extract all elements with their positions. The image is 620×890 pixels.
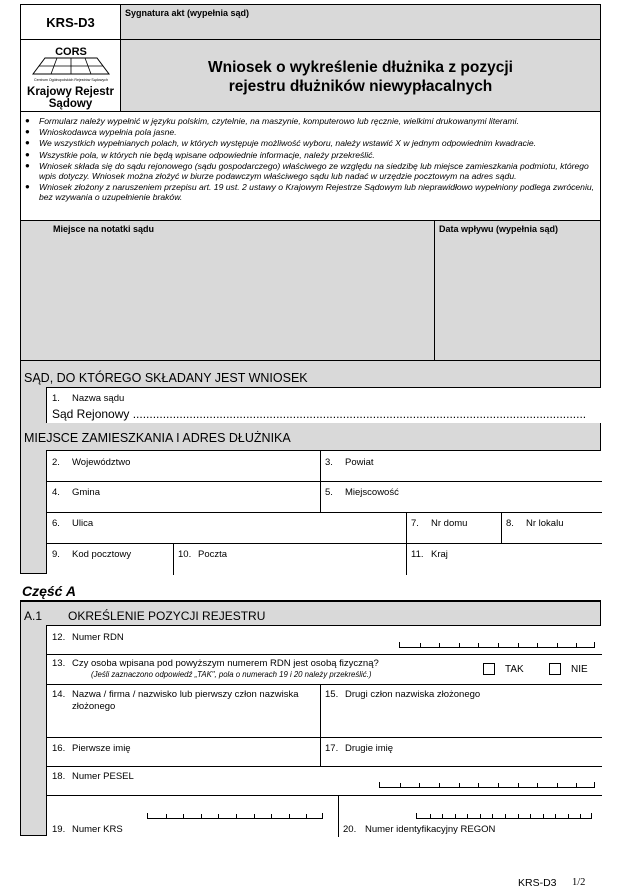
court-name-field[interactable]: 1. Nazwa sądu Sąd Rejonowy ........................................................................................................................................ — [46, 387, 601, 423]
krs-number-field[interactable]: 19. Numer KRS — [47, 795, 338, 837]
instructions-box — [20, 111, 601, 221]
instruction-item: ● Wnioskodawca wypełnia pola jasne. — [21, 127, 600, 137]
instruction-item: ● Wniosek złożony z naruszeniem przepisu art. 19 ust. 2 ustawy o Krajowym Rejestrze Sądowym lub nieprawidłowo wypełniony podlega zwróceniu, bez wzywania o uzupełnienie braków. — [21, 182, 600, 202]
locality-field[interactable]: 5. Miejscowość — [325, 487, 399, 498]
pesel-digit-boxes — [379, 782, 595, 788]
footer-page-number: 1/2 — [572, 877, 586, 888]
yes-checkbox[interactable] — [483, 663, 495, 675]
second-name-field[interactable]: 17. Drugie imię — [325, 743, 394, 754]
receipt-date-label: Data wpływu (wypełnia sąd) — [439, 224, 559, 234]
no-label: NIE — [571, 664, 588, 675]
county-field[interactable]: 3. Powiat — [325, 457, 374, 468]
section-a1-title: OKREŚLENIE POZYCJI REJESTRU — [68, 609, 266, 623]
address-fields-grid — [46, 450, 601, 574]
footer-form-code: KRS-D3 — [518, 877, 557, 889]
regon-number-field[interactable]: 20. Numer identyfikacyjny REGON — [338, 795, 602, 837]
court-section-heading: SĄD, DO KTÓREGO SKŁADANY JEST WNIOSEK — [24, 371, 308, 385]
court-name-value: Sąd Rejonowy ........................................................................................................................................ — [52, 407, 587, 421]
title-cell — [120, 39, 601, 112]
form-code: KRS-D3 — [46, 14, 95, 30]
cors-logo-icon — [29, 44, 113, 84]
surname-second-part-field[interactable]: 15. Drugi człon nazwiska złożonego — [325, 689, 481, 700]
receipt-date-area — [434, 220, 601, 361]
commune-field[interactable]: 4. Gmina — [52, 487, 100, 498]
street-field[interactable]: 6. Ulica — [52, 518, 94, 529]
krs-digit-boxes — [147, 813, 323, 819]
instruction-item: ● Wniosek składa się do sądu rejonowego (sądu gospodarczego) właściwego ze względu na siedzibę lub miejsce zamieszkania podmiotu, którego wpis dotyczy. Wniosek można złożyć w biurze podawczym właściwego sądu lub nadać w urzędzie pocztowym na adres sądu. — [21, 161, 600, 181]
rdn-number-field[interactable]: 12. Numer RDN — [47, 626, 602, 654]
registry-name: Krajowy Rejestr Sądowy — [27, 86, 114, 110]
post-office-field[interactable]: 10. Poczta — [178, 549, 228, 560]
country-field[interactable]: 11. Kraj — [411, 549, 448, 560]
postal-code-field[interactable]: 9. Kod pocztowy — [52, 549, 132, 560]
logo-subtext: Centrum Ogólnopolskich Rejestrów Sądowych — [34, 78, 108, 82]
no-checkbox[interactable] — [549, 663, 561, 675]
court-notes-area — [20, 220, 435, 361]
instruction-item: ● Formularz należy wypełnić w języku polskim, czytelnie, na maszynie, komputerowo lub ręcznie, wielkimi drukowanymi literami. — [21, 116, 600, 126]
section-a1-number: A.1 — [24, 609, 43, 623]
address-section-heading: MIEJSCE ZAMIESZKANIA I ADRES DŁUŻNIKA — [24, 431, 291, 445]
instructions-list — [21, 116, 600, 203]
case-signature-cell — [120, 4, 601, 40]
pesel-field[interactable]: 18. Numer PESEL — [47, 766, 602, 795]
part-a-fields-grid — [46, 625, 601, 836]
regon-digit-boxes — [416, 813, 592, 819]
case-signature-label: Sygnatura akt (wypełnia sąd) — [125, 8, 250, 18]
house-number-field[interactable]: 7. Nr domu — [411, 518, 468, 529]
natural-person-hint: (Jeśli zaznaczono odpowiedź „TAK", pola o numerach 19 i 20 należy przekreślić.) — [91, 670, 372, 679]
logo-text: CORS — [55, 46, 87, 58]
part-a-heading: Część A — [22, 583, 76, 599]
instruction-item: ● We wszystkich wypełnianych polach, w których występuje możliwość wyboru, należy wstawić X w jednym odpowiednim kwadracie. — [21, 138, 600, 148]
rdn-digit-boxes — [399, 642, 595, 648]
apartment-number-field[interactable]: 8. Nr lokalu — [506, 518, 564, 529]
court-notes-label: Miejsce na notatki sądu — [53, 224, 155, 234]
natural-person-question: 13. Czy osoba wpisana pod powyższym numerem RDN jest osobą fizyczną? (Jeśli zaznaczono odpowiedź „TAK", pola o numerach 19 i 20 należy przekreślić.) TAK NIE — [52, 658, 588, 679]
instruction-item: ● Wszystkie pola, w których nie będą wpisane odpowiednie informacje, należy przekreślić. — [21, 150, 600, 160]
first-name-field[interactable]: 16. Pierwsze imię — [52, 743, 131, 754]
header-form-code-cell — [20, 4, 121, 40]
surname-first-part-field[interactable]: 14. Nazwa / firma / nazwisko lub pierwszy człon nazwiska złożonego — [52, 689, 299, 712]
form-title: Wniosek o wykreślenie dłużnika z pozycji rejestru dłużników niewypłacalnych — [208, 59, 513, 95]
voivodeship-field[interactable]: 2. Województwo — [52, 457, 131, 468]
logo-cell — [20, 39, 121, 112]
yes-label: TAK — [505, 664, 524, 675]
